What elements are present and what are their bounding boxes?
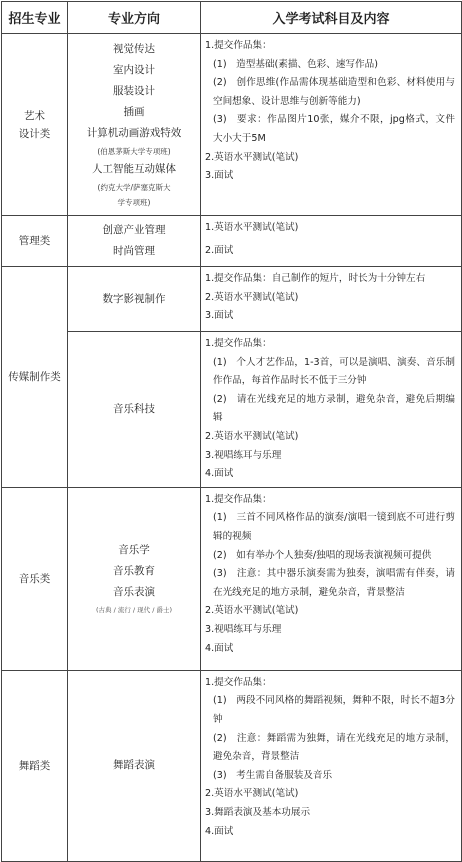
table-row [2, 34, 462, 216]
direction-item: 计算机动画游戏特效 [86, 127, 182, 139]
admission-table [1, 1, 462, 862]
category-label: 音乐类 [18, 572, 51, 585]
exam-subitem: (1) 三首不同风格作品的演奏/演唱一镜到底不可进行剪辑的视频 [213, 512, 455, 542]
direction-item: 时尚管理 [113, 245, 155, 257]
direction-item: 音乐科技 [113, 402, 155, 415]
exam-subitem: (3) 考生需自备服装及音乐 [213, 769, 333, 781]
category-label: 管理类 [18, 235, 51, 247]
exam-subitem: (2) 创作思维(作品需体现基础造型和色彩、材料使用与空间想象、设计思维与创新等能力) [213, 77, 455, 107]
direction-item: 插画 [123, 106, 145, 118]
direction-note: (伯恩茅斯大学专项班) [97, 147, 171, 156]
header-direction: 专业方向 [68, 2, 201, 34]
exam-item: 2.英语水平测试(笔试) [205, 291, 299, 303]
exam-item: 1.英语水平测试(笔试) [205, 222, 299, 233]
direction-cell [68, 216, 201, 267]
direction-cell [68, 332, 201, 488]
exam-content-cell [201, 216, 462, 267]
direction-cell [68, 34, 201, 216]
exam-content-cell [201, 332, 462, 488]
category-cell [2, 216, 68, 267]
direction-item: 音乐教育 [113, 564, 155, 577]
table-row [2, 267, 462, 332]
direction-item: 人工智能互动媒体 [92, 163, 176, 175]
direction-item: 服装设计 [113, 85, 155, 97]
category-label: 设计类 [18, 127, 51, 140]
exam-item: 2.英语水平测试(笔试) [205, 788, 299, 800]
exam-subitem: (1) 两段不同风格的舞蹈视频，舞种不限，时长不超3分钟 [213, 695, 455, 725]
direction-item: 室内设计 [113, 64, 155, 76]
category-label: 舞蹈类 [18, 759, 51, 772]
direction-note: 学专项班) [117, 198, 151, 207]
exam-item: 3.面试 [205, 170, 234, 182]
header-row [2, 2, 462, 34]
direction-item: 舞蹈表演 [113, 759, 155, 772]
direction-note: (约克大学/萨塞克斯大 [97, 183, 171, 192]
exam-item: 2.英语水平测试(笔试) [205, 151, 299, 163]
category-cell [2, 34, 68, 216]
exam-item: 1.提交作品集： [205, 338, 272, 349]
exam-subitem: (3) 要求：作品图片10张，媒介不限，jpg格式，文件大小大于5M [213, 114, 455, 144]
exam-content-cell [201, 487, 462, 670]
exam-content-cell [201, 34, 462, 216]
exam-content-cell [201, 670, 462, 861]
category-label: 艺术 [24, 109, 45, 122]
category-cell [2, 487, 68, 670]
exam-item: 2.英语水平测试(笔试) [205, 430, 299, 442]
exam-item: 3.舞蹈表演及基本功展示 [205, 806, 311, 818]
exam-item: 3.面试 [205, 310, 234, 322]
header-major: 招生专业 [2, 2, 68, 34]
exam-item: 1.提交作品集： [205, 493, 272, 505]
exam-subitem: (3) 注意：其中器乐演奏需为独奏，演唱需有伴奏，请在光线充足的地方录制，避免杂音，背景整洁 [213, 568, 455, 598]
exam-item: 3.视唱练耳与乐理 [205, 623, 282, 635]
table-row [2, 216, 462, 267]
exam-item: 4.面试 [205, 642, 234, 654]
exam-item: 3.视唱练耳与乐理 [205, 449, 282, 461]
header-exam: 入学考试科目及内容 [201, 2, 462, 34]
direction-item: 数字影视制作 [102, 292, 166, 305]
category-label: 传媒制作类 [8, 370, 61, 383]
exam-item: 2.英语水平测试(笔试) [205, 605, 299, 617]
exam-subitem: (1) 造型基础(素描、色彩、速写作品) [213, 58, 378, 70]
exam-item: 1.提交作品集：自己制作的短片，时长为十分钟左右 [205, 273, 426, 284]
table-row [2, 670, 462, 861]
exam-item: 4.面试 [205, 468, 234, 480]
table-row [2, 332, 462, 488]
table-row [2, 487, 462, 670]
direction-cell [68, 670, 201, 861]
direction-item: 视觉传达 [113, 43, 155, 55]
category-cell [2, 267, 68, 488]
direction-note: (古典 / 流行 / 现代 / 爵士) [95, 605, 173, 614]
category-cell [2, 670, 68, 861]
direction-item: 音乐表演 [113, 585, 155, 598]
direction-cell [68, 267, 201, 332]
exam-subitem: (2) 注意：舞蹈需为独舞，请在光线充足的地方录制，避免杂音，背景整洁 [213, 732, 455, 763]
exam-subitem: (2) 如有举办个人独奏/独唱的现场表演视频可提供 [213, 549, 432, 561]
exam-subitem: (1) 个人才艺作品，1-3首，可以是演唱、演奏、音乐制作作品，每首作品时长不低于三分钟 [213, 356, 455, 387]
direction-cell [68, 487, 201, 670]
exam-item: 2.面试 [205, 244, 234, 256]
exam-item: 4.面试 [205, 825, 234, 837]
exam-content-cell [201, 267, 462, 332]
exam-subitem: (2) 请在光线充足的地方录制，避免杂音，避免后期编辑 [213, 393, 455, 424]
exam-item: 1.提交作品集： [205, 676, 272, 688]
exam-item: 1.提交作品集： [205, 40, 272, 51]
direction-item: 音乐学 [118, 543, 150, 556]
direction-item: 创意产业管理 [102, 224, 166, 236]
